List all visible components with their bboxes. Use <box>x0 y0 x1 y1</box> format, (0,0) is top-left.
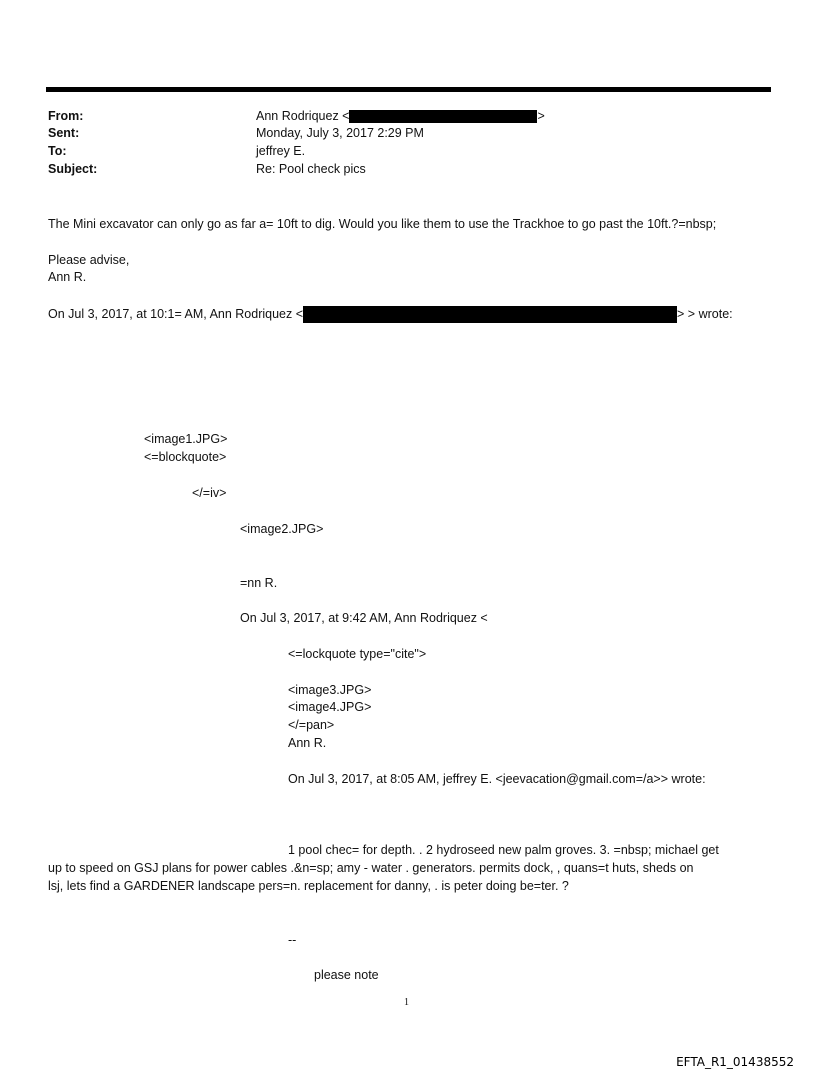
blockquote-ref: <=blockquote> <box>144 450 227 464</box>
quote-header-1-suffix: > > wrote: <box>677 306 733 321</box>
page-number: 1 <box>404 997 409 1008</box>
lockquote-ref: <=lockquote type="cite"> <box>288 647 427 661</box>
jeff-message-line-2: up to speed on GSJ plans for power cables .&n=sp; amy - water . generators. permits dock, , quans=t huts, sheds on <box>48 861 694 875</box>
image4-ref: <image4.JPG> <box>288 700 372 714</box>
from-label: From: <box>48 109 84 123</box>
document-id: EFTA_R1_01438552 <box>676 1055 794 1069</box>
sent-value: Monday, July 3, 2017 2:29 PM <box>256 126 424 140</box>
quote-header-1 <box>48 306 733 323</box>
signature-ann-3: Ann R. <box>288 736 327 750</box>
span-close-ref: </=pan> <box>288 718 335 732</box>
subject-label: Subject: <box>48 162 98 176</box>
jeff-message-line-1: 1 pool chec= for depth. . 2 hydroseed new palm groves. 3. =nbsp; michael get <box>288 843 719 857</box>
header-rule <box>46 87 771 92</box>
image1-ref: <image1.JPG> <box>144 432 228 446</box>
from-value <box>256 109 545 123</box>
signature-ann: Ann R. <box>48 270 87 284</box>
to-label: To: <box>48 144 67 158</box>
quote-header-3: On Jul 3, 2017, at 8:05 AM, jeffrey E. <jeevacation@gmail.com=/a>> wrote: <box>288 772 706 786</box>
from-name: Ann Rodriquez < <box>256 109 350 123</box>
signature-dashes: -- <box>288 933 297 947</box>
please-note: please note <box>314 968 379 982</box>
quote-header-2: On Jul 3, 2017, at 9:42 AM, Ann Rodriquez < <box>240 611 488 625</box>
div-close-ref: </=iv> <box>192 486 227 500</box>
from-suffix: > <box>537 109 545 123</box>
jeff-message-line-3: lsj, lets find a GARDENER landscape pers=n. replacement for danny, . is peter doing be=ter. ? <box>48 879 569 893</box>
body-line-1: The Mini excavator can only go as far a= 10ft to dig. Would you like them to use the Trackhoe to go past the 10ft.?=nbsp; <box>48 217 717 231</box>
quote-header-1-prefix: On Jul 3, 2017, at 10:1= AM, Ann Rodriquez < <box>48 306 304 321</box>
to-value: jeffrey E. <box>256 144 306 158</box>
signature-ann-2: =nn R. <box>240 576 278 590</box>
please-advise: Please advise, <box>48 253 130 267</box>
subject-value: Re: Pool check pics <box>256 162 366 176</box>
redaction-box <box>349 110 537 123</box>
image2-ref: <image2.JPG> <box>240 522 324 536</box>
redaction-box <box>303 306 677 323</box>
sent-label: Sent: <box>48 126 80 140</box>
image3-ref: <image3.JPG> <box>288 683 372 697</box>
